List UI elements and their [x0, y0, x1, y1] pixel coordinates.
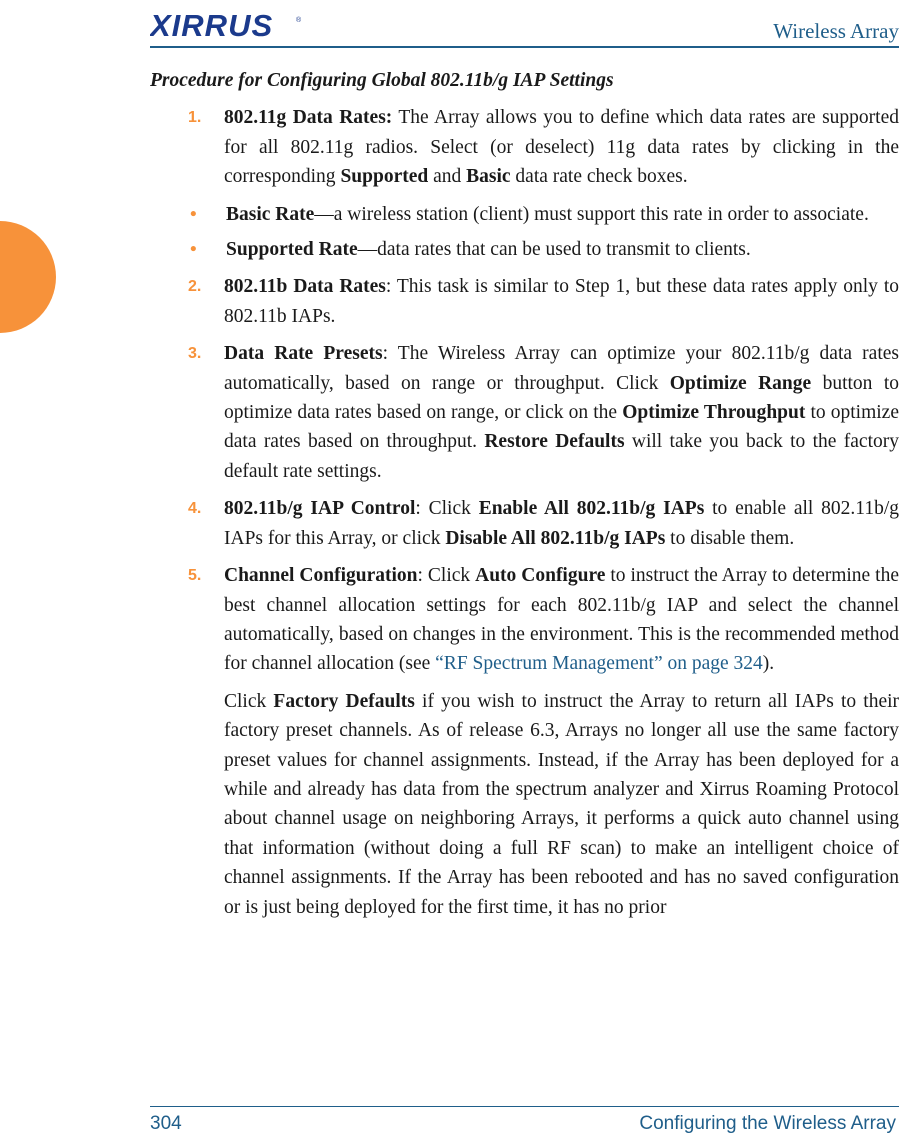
- bold-term: Basic: [466, 166, 511, 188]
- footer-rule: [150, 1106, 899, 1107]
- header-rule: [150, 46, 899, 48]
- footer-chapter-title: Configuring the Wireless Array: [639, 1113, 896, 1134]
- step-text: to optimize data rates based on throughput.: [224, 402, 899, 453]
- bold-term: Enable All 802.11b/g IAPs: [478, 498, 705, 520]
- bullet-item: [150, 200, 899, 229]
- step-text: Click: [224, 690, 274, 712]
- step-number: 1.: [188, 109, 202, 127]
- bold-term: Restore Defaults: [484, 431, 625, 453]
- step-2: [150, 272, 899, 331]
- bullet-item: [150, 235, 899, 264]
- chapter-thumb-tab: [0, 221, 56, 333]
- bold-term: Auto Configure: [475, 565, 606, 587]
- bold-term: Optimize Range: [669, 372, 812, 394]
- step-4: [150, 494, 899, 553]
- step-text: : The Wireless Array can optimize your 802.11b/g data rates automatically, based on range or throughput. Click: [224, 343, 899, 394]
- bullet-term: Supported Rate: [226, 239, 358, 261]
- cross-reference-link[interactable]: “RF Spectrum Management” on page 324: [435, 653, 763, 675]
- step-number: 3.: [188, 345, 202, 363]
- svg-text:®: ®: [296, 17, 302, 24]
- step-3: [150, 339, 899, 486]
- step-text: to enable all 802.11b/g IAPs for this Array, or click: [224, 498, 899, 549]
- step-heading: 802.11b Data Rates: [224, 276, 386, 298]
- step-number: 2.: [188, 278, 202, 296]
- step-1: [150, 103, 899, 264]
- bullet-term: Basic Rate: [226, 203, 315, 225]
- bold-term: Supported: [340, 166, 429, 188]
- page-number: 304: [150, 1113, 182, 1134]
- page-body: [150, 66, 899, 922]
- step-heading: 802.11g Data Rates:: [224, 107, 393, 129]
- step-text: will take you back to the factory default rate settings.: [224, 431, 899, 482]
- bullet-desc: —data rates that can be used to transmit to clients.: [357, 239, 751, 261]
- step-text: The Array allows you to define which data rates are supported for all 802.11g radios. Select (or deselect) 11g data rates by clicking in the corresponding: [224, 107, 899, 188]
- step-text: button to optimize data rates based on range, or click on the: [224, 372, 899, 424]
- step-text: to instruct the Array to determine the best channel allocation settings for each 802.11b/g IAP and select the channel automatically, based on changes in the environment. This is the recommended method for channel allocation (see: [224, 565, 899, 675]
- running-title: Wireless Array: [773, 19, 899, 43]
- bold-term: Optimize Throughput: [622, 402, 806, 424]
- step-number: 5.: [188, 567, 202, 585]
- step-heading: Data Rate Presets: [224, 343, 383, 365]
- step-text: if you wish to instruct the Array to return all IAPs to their factory preset channels. As of release 6.3, Arrays no longer all use the same factory preset values for channel assignments. Instead, if the Array has been deployed for a while and already has data from the spectrum analyzer and Xirrus Roaming Protocol about channel usage on neighboring Arrays, it performs a quick auto channel using that information (without doing a full RF scan) to make an intelligent choice of channel assignments. If the Array has been rebooted and has no saved configuration or is just being deployed for the first time, it has no prior: [224, 690, 900, 918]
- step-heading: 802.11b/g IAP Control: [224, 498, 416, 520]
- bullet-desc: —a wireless station (client) must support this rate in order to associate.: [314, 203, 869, 225]
- section-title: Procedure for Configuring Global 802.11b/g IAP Settings: [150, 70, 614, 91]
- bullet-icon: •: [190, 203, 197, 225]
- logo-text: XIRRUS: [150, 10, 274, 40]
- step-text: data rate check boxes.: [510, 166, 688, 188]
- page-header: [150, 0, 899, 46]
- step-5: [150, 561, 899, 679]
- bold-term: Factory Defaults: [273, 690, 415, 712]
- step-text: ).: [762, 653, 775, 675]
- step-text: : This task is similar to Step 1, but these data rates apply only to 802.11b IAPs.: [224, 276, 899, 327]
- bold-term: Disable All 802.11b/g IAPs: [445, 527, 666, 549]
- step-heading: Channel Configuration: [224, 565, 418, 587]
- xirrus-logo: [150, 10, 302, 40]
- bullet-icon: •: [190, 239, 197, 261]
- step-text: and: [428, 166, 467, 188]
- step-number: 4.: [188, 500, 202, 518]
- step-text: : Click: [415, 498, 479, 520]
- bullet-list: [150, 200, 899, 265]
- step-text: : Click: [417, 565, 476, 587]
- continuation-paragraph: [150, 687, 899, 922]
- step-text: to disable them.: [665, 527, 795, 549]
